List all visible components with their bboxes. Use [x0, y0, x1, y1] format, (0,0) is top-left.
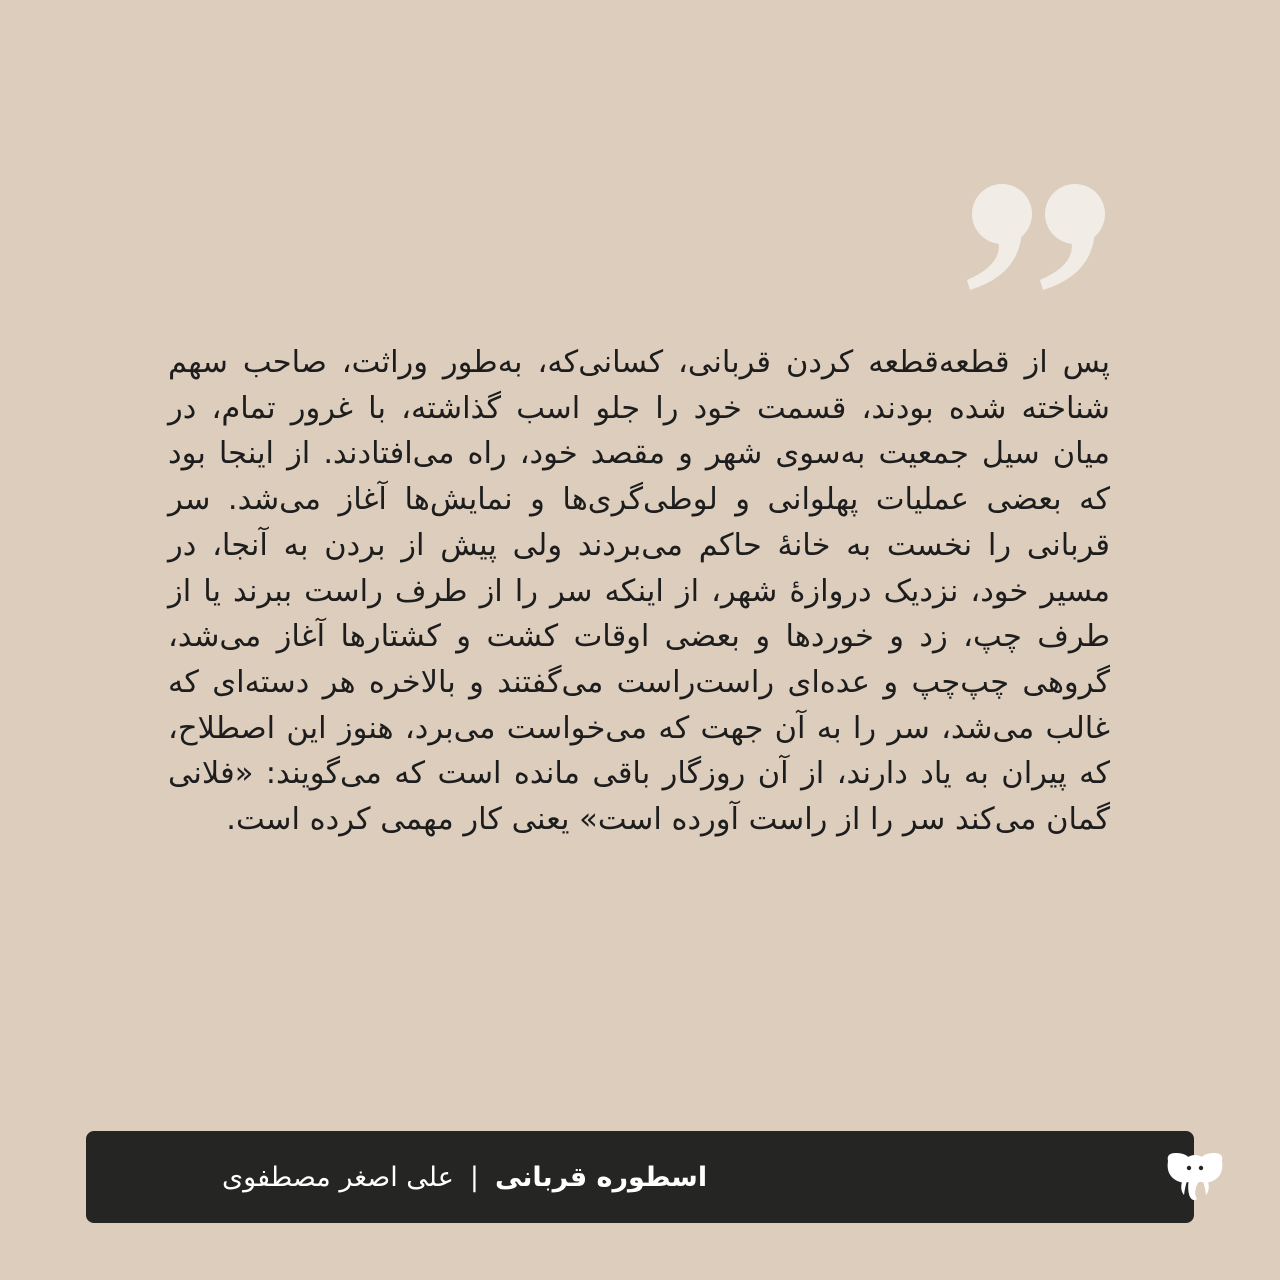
footer-bar — [86, 1131, 1194, 1223]
book-title: اسطوره قربانی — [494, 1161, 708, 1193]
footer-credit — [222, 1131, 707, 1223]
elephant-logo-icon — [1162, 1151, 1228, 1203]
author-name: علی اصغر مصطفوی — [222, 1161, 454, 1193]
title-author-separator: | — [469, 1161, 479, 1193]
quote-text: پس از قطعه‌قطعه کردن قربانی، کسانی‌که، به‌طور وراثت، صاحب سهم شناخته شده بودند، قسمت خود را جلو اسب گذاشته، با غرور تمام، در میان سیل جمعیت به‌سوی شهر و مقصد خود، راه می‌افتادند. از اینجا بود که بعضی عملیات پهلوانی و لوطی‌گری‌ها و نمایش‌ها آغاز می‌شد. سر قربانی را نخست به خانهٔ حاکم می‌بردند ولی پیش از بردن به آنجا، در مسیر خود، نزدیک دروازهٔ شهر، از اینکه سر را از طرف راست ببرند یا از طرف چپ، زد و خوردها و بعضی اوقات کشت و کشتارها آغاز می‌شد، گروهی چپ‌چپ و عده‌ای راست‌راست می‌گفتند و بالاخره هر دسته‌ای که غالب می‌شد، سر را به آن جهت که می‌خواست می‌برد، هنوز این اصطلاح، که پیران به یاد دارند، از آن روزگار باقی مانده است که می‌گویند: «فلانی گمان می‌کند سر را از راست آورده است» یعنی کار مهمی کرده است. — [168, 345, 1110, 838]
closing-quote-icon — [960, 182, 1120, 302]
